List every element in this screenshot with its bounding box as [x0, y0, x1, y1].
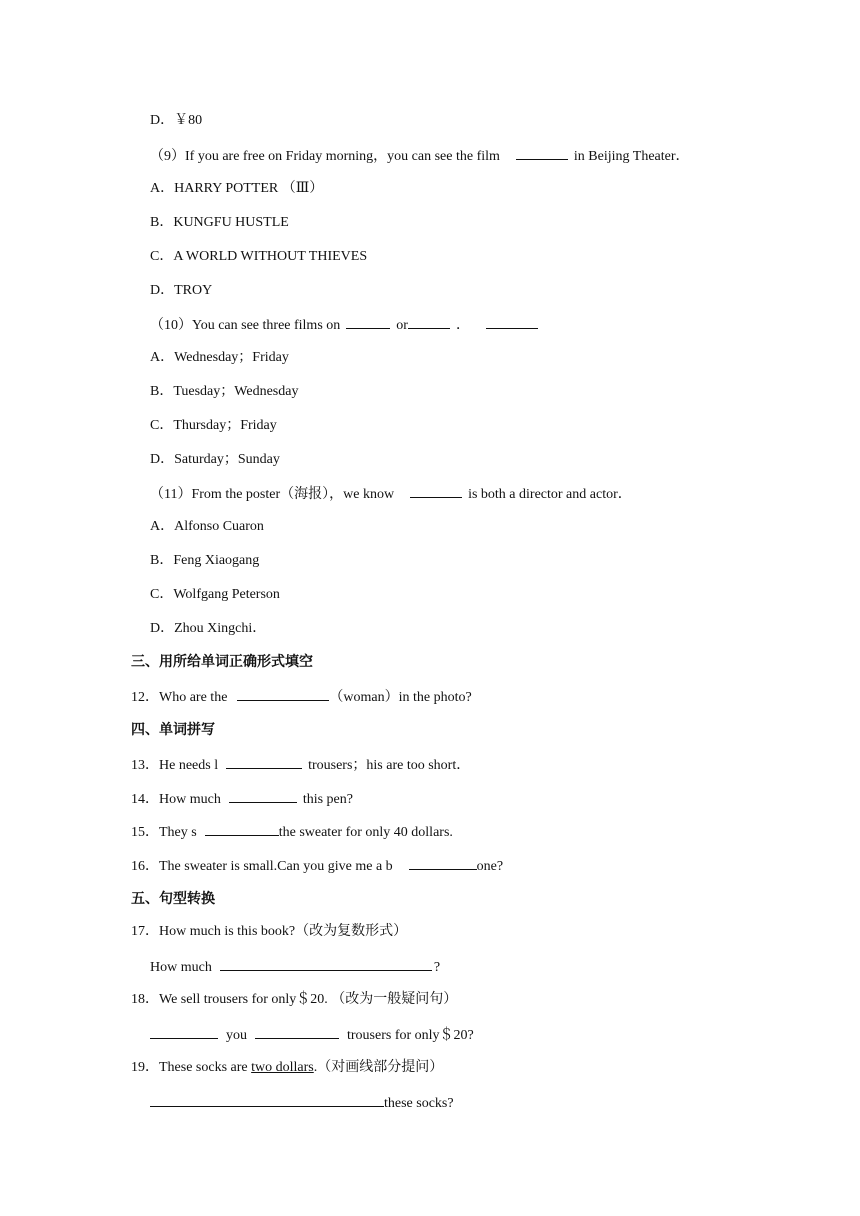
q11-option-c: C．Wolfgang Peterson: [150, 587, 280, 602]
q12: [131, 686, 472, 708]
q9-stem: [150, 145, 690, 167]
q10-option-a: A．Wednesday；Friday: [150, 350, 289, 365]
q13: [131, 754, 470, 776]
q12-answer-blank[interactable]: [237, 686, 329, 701]
q11-stem-after: is both a director and actor．: [468, 487, 632, 502]
q19-stem-before: 19．These socks are: [131, 1060, 248, 1075]
q17-answer-line: [150, 956, 440, 978]
q11-stem: [150, 483, 632, 505]
q8-option-d: D．￥80: [150, 113, 203, 128]
q17-answer-blank[interactable]: [220, 956, 432, 971]
q18-answer-mid: you: [226, 1028, 247, 1043]
q14-after: this pen?: [302, 792, 353, 807]
q16: [131, 855, 503, 877]
q19-stem-after: .（对画线部分提问）: [313, 1060, 444, 1075]
q13-after: trousers；his are too short．: [308, 758, 471, 773]
q15-after: the sweater for only 40 dollars.: [278, 825, 453, 840]
q10-stem-part2: or: [396, 318, 408, 333]
q12-before: 12．Who are the: [131, 690, 228, 705]
q19-stem: [131, 1058, 443, 1078]
q14-answer-blank[interactable]: [229, 788, 297, 803]
q17-answer-before: How much: [150, 960, 212, 975]
q10-option-b: B．Tuesday；Wednesday: [150, 384, 299, 399]
q11-option-b: B．Feng Xiaogang: [150, 553, 260, 568]
section-5-heading: 五、句型转换: [131, 891, 215, 907]
q19-underlined-phrase: two dollars: [251, 1060, 314, 1075]
q9-stem-before: （9）If you are free on Friday morning，you can see the film: [150, 149, 500, 164]
q10-stem-part3: ．: [455, 318, 470, 333]
q15: [131, 821, 453, 843]
q18-answer-blank-2[interactable]: [255, 1024, 339, 1039]
q17-answer-after: ?: [433, 960, 441, 975]
q11-option-d: D．Zhou Xingchi．: [150, 621, 267, 636]
q16-answer-blank[interactable]: [409, 855, 477, 870]
q15-answer-blank[interactable]: [205, 821, 279, 836]
q19-answer-after: these socks?: [384, 1096, 454, 1111]
q10-option-d: D．Saturday；Sunday: [150, 452, 280, 467]
q19-answer-line: [150, 1092, 454, 1114]
q9-option-b: B．KUNGFU HUSTLE: [150, 215, 289, 230]
q11-stem-before: （11）From the poster（海报），we know: [150, 487, 395, 502]
q18-answer-after: trousers for only＄20?: [347, 1028, 474, 1043]
q18-answer-line: [150, 1024, 474, 1046]
q15-before: 15．They s: [131, 825, 197, 840]
q19-answer-blank[interactable]: [150, 1092, 384, 1107]
q18-answer-blank-1[interactable]: [150, 1024, 218, 1039]
q10-option-c: C．Thursday；Friday: [150, 418, 277, 433]
q13-before: 13．He needs l: [131, 758, 219, 773]
q11-answer-blank[interactable]: [410, 483, 462, 498]
q9-option-d: D．TROY: [150, 283, 213, 298]
q9-option-c: C．A WORLD WITHOUT THIEVES: [150, 249, 368, 264]
q10-stem-part1: （10）You can see three films on: [150, 318, 341, 333]
q10-stem: [150, 314, 544, 336]
q9-option-a: A．HARRY POTTER （Ⅲ）: [150, 181, 324, 196]
q14: [131, 788, 353, 810]
q9-stem-after: in Beijing Theater．: [573, 149, 690, 164]
q16-before: 16．The sweater is small.Can you give me a b: [131, 859, 393, 874]
q10-blank-1[interactable]: [346, 314, 390, 329]
q11-option-a: A．Alfonso Cuaron: [150, 519, 264, 534]
q14-before: 14．How much: [131, 792, 221, 807]
q10-blank-2[interactable]: [408, 314, 450, 329]
section-3-heading: 三、用所给单词正确形式填空: [131, 654, 313, 670]
q17-stem: 17．How much is this book?（改为复数形式）: [131, 924, 408, 939]
q12-after: （woman）in the photo?: [329, 690, 472, 705]
q9-answer-blank[interactable]: [516, 145, 568, 160]
section-4-heading: 四、单词拼写: [131, 722, 215, 738]
q18-stem: 18．We sell trousers for only＄20. （改为一般疑问句）: [131, 992, 458, 1007]
q10-answer-blank[interactable]: [486, 314, 538, 329]
q13-answer-blank[interactable]: [226, 754, 302, 769]
q16-after: one?: [476, 859, 504, 874]
